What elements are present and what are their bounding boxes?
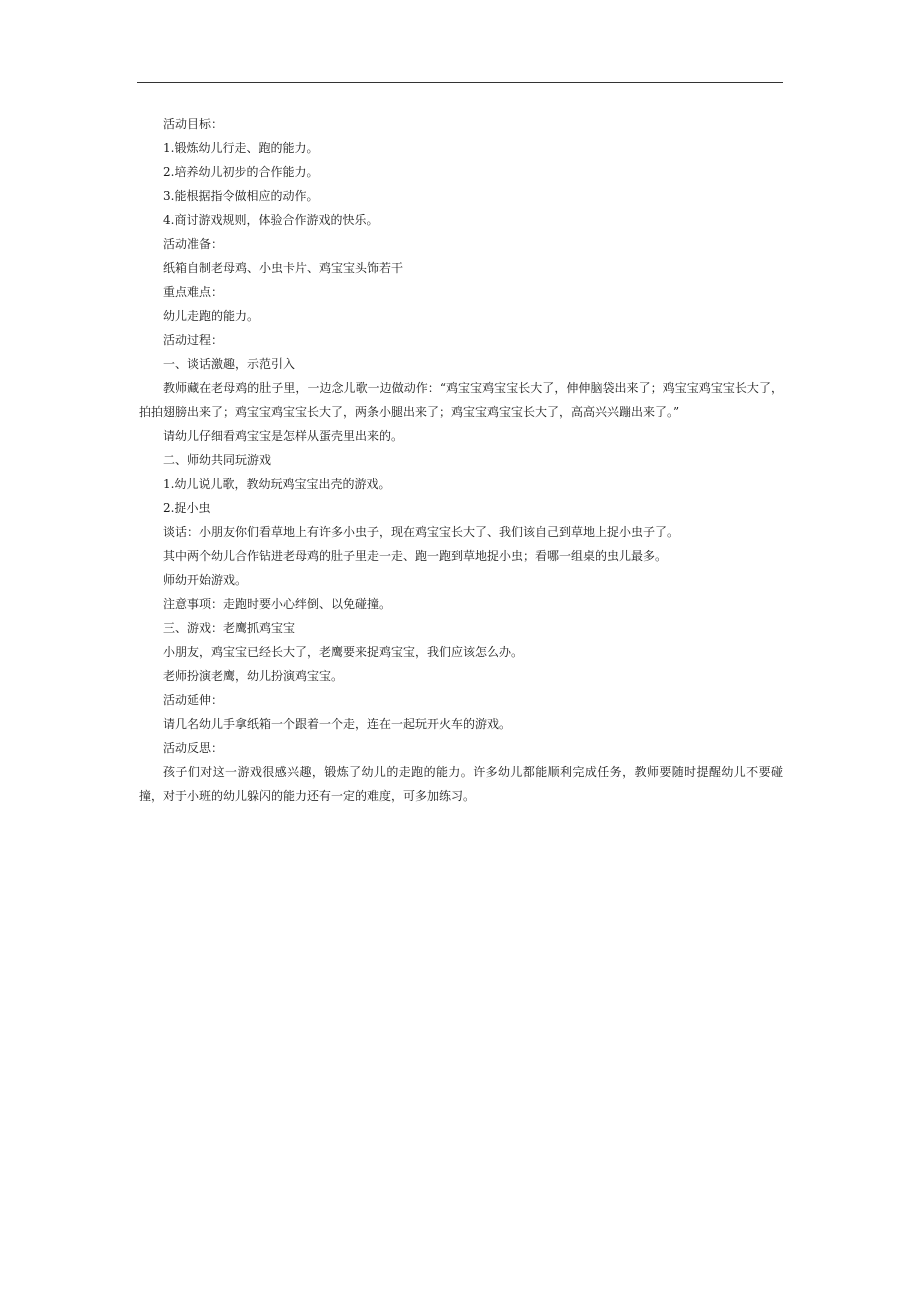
- paragraph: 纸箱自制老母鸡、小虫卡片、鸡宝宝头饰若干: [163, 261, 404, 275]
- subsection-heading: 一、谈话激趣，示范引入: [163, 357, 296, 371]
- list-item: 2.捉小虫: [163, 501, 211, 515]
- paragraph: 教师藏在老母鸡的肚子里，一边念儿歌一边做动作：“鸡宝宝鸡宝宝长大了，伸伸脑袋出来了；鸡宝宝鸡宝宝长大了，拍拍翅膀出来了；鸡宝宝鸡宝宝长大了，两条小腿出来了；鸡宝宝鸡宝宝长大了，高高兴兴蹦出来了。”: [139, 381, 783, 419]
- paragraph: 师幼开始游戏。: [163, 573, 248, 587]
- header-rule: [137, 82, 783, 83]
- document-body: [139, 112, 783, 808]
- subsection-heading: 三、游戏：老鹰抓鸡宝宝: [163, 621, 296, 635]
- paragraph: 注意事项：走跑时要小心绊倒、以免碰撞。: [163, 597, 392, 611]
- paragraph: 请幼儿仔细看鸡宝宝是怎样从蛋壳里出来的。: [163, 429, 404, 443]
- section-heading: 活动反思：: [163, 741, 224, 755]
- section-heading: 活动准备：: [163, 237, 224, 251]
- paragraph: 请几名幼儿手拿纸箱一个跟着一个走，连在一起玩开火车的游戏。: [163, 717, 512, 731]
- list-item: 4.商讨游戏规则，体验合作游戏的快乐。: [163, 213, 379, 227]
- list-item: 3.能根据指令做相应的动作。: [163, 189, 319, 203]
- section-heading: 活动延伸：: [163, 693, 224, 707]
- paragraph: 谈话：小朋友你们看草地上有许多小虫子，现在鸡宝宝长大了、我们该自己到草地上捉小虫子了。: [163, 525, 680, 539]
- paragraph: 老师扮演老鹰，幼儿扮演鸡宝宝。: [163, 669, 344, 683]
- list-item: 1.幼儿说儿歌，教幼玩鸡宝宝出壳的游戏。: [163, 477, 391, 491]
- list-item: 2.培养幼儿初步的合作能力。: [163, 165, 319, 179]
- paragraph: 幼儿走跑的能力。: [163, 309, 260, 323]
- section-heading: 活动过程：: [163, 333, 224, 347]
- section-heading: 活动目标：: [163, 117, 224, 131]
- paragraph: 其中两个幼儿合作钻进老母鸡的肚子里走一走、跑一跑到草地捉小虫；看哪一组桌的虫儿最多。: [163, 549, 668, 563]
- subsection-heading: 二、师幼共同玩游戏: [163, 453, 272, 467]
- list-item: 1.锻炼幼儿行走、跑的能力。: [163, 141, 319, 155]
- section-heading: 重点难点：: [163, 285, 224, 299]
- paragraph: 孩子们对这一游戏很感兴趣，锻炼了幼儿的走跑的能力。许多幼儿都能顺利完成任务，教师要随时提醒幼儿不要碰撞，对于小班的幼儿躲闪的能力还有一定的难度，可多加练习。: [139, 765, 783, 803]
- paragraph: 小朋友，鸡宝宝已经长大了，老鹰要来捉鸡宝宝，我们应该怎么办。: [163, 645, 524, 659]
